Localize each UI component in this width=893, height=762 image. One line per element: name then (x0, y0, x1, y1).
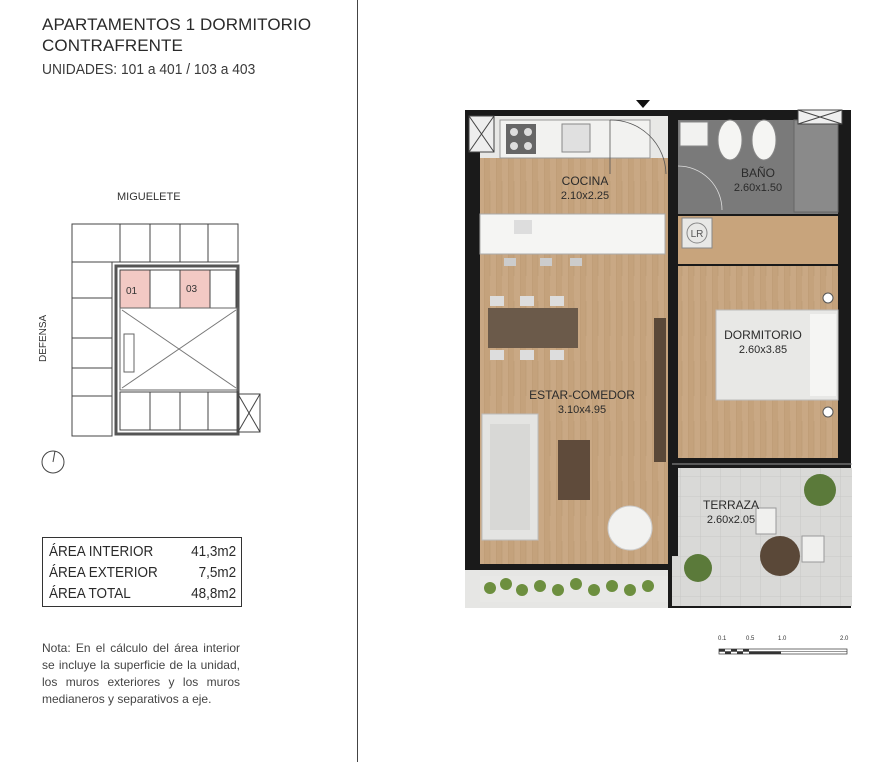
area-label: ÁREA TOTAL (49, 585, 131, 602)
title-line-1: APARTAMENTOS 1 DORMITORIO (42, 15, 312, 34)
scale-bar (718, 636, 848, 662)
scale-tick-label: 0.5 (746, 636, 755, 642)
unit-03-label: 03 (186, 284, 198, 295)
unit-01-label: 01 (126, 286, 138, 297)
scale-tick-label: 0.1 (718, 636, 727, 642)
area-value: 48,8m2 (191, 585, 237, 602)
area-value: 41,3m2 (191, 543, 237, 560)
room-label-terraza: TERRAZA 2.60x2.05 (702, 498, 760, 526)
page-title (42, 14, 311, 56)
area-row-exterior (49, 562, 236, 583)
area-table (42, 537, 242, 607)
north-compass-icon (40, 449, 66, 475)
title-line-2: CONTRAFRENTE (42, 36, 183, 55)
laundry-label: LR (690, 229, 704, 240)
street-label-top: MIGUELETE (117, 191, 181, 203)
area-row-interior (49, 541, 236, 562)
room-label-bano: BAÑO 2.60x1.50 (733, 166, 783, 194)
area-label: ÁREA EXTERIOR (49, 564, 158, 581)
area-value: 7,5m2 (198, 564, 237, 581)
room-label-dormitorio: DORMITORIO 2.60x3.85 (724, 328, 802, 356)
street-label-left: DEFENSA (38, 314, 49, 362)
room-label-cocina: COCINA 2.10x2.25 (560, 174, 610, 202)
area-label: ÁREA INTERIOR (49, 543, 154, 560)
column-divider (357, 0, 358, 762)
area-note: Nota: En el cálculo del área interior se incluye la superficie de la unidad, los muros exteriores y los muros medianeros y separativos a eje. (42, 641, 240, 706)
scale-tick-label: 1.0 (778, 636, 787, 642)
units-subtitle: UNIDADES: 101 a 401 / 103 a 403 (42, 61, 256, 78)
area-row-total (49, 583, 236, 604)
scale-tick-label: 2.0 (840, 636, 849, 642)
room-label-estar-comedor: ESTAR-COMEDOR 3.10x4.95 (529, 388, 635, 416)
key-plan (70, 222, 265, 440)
